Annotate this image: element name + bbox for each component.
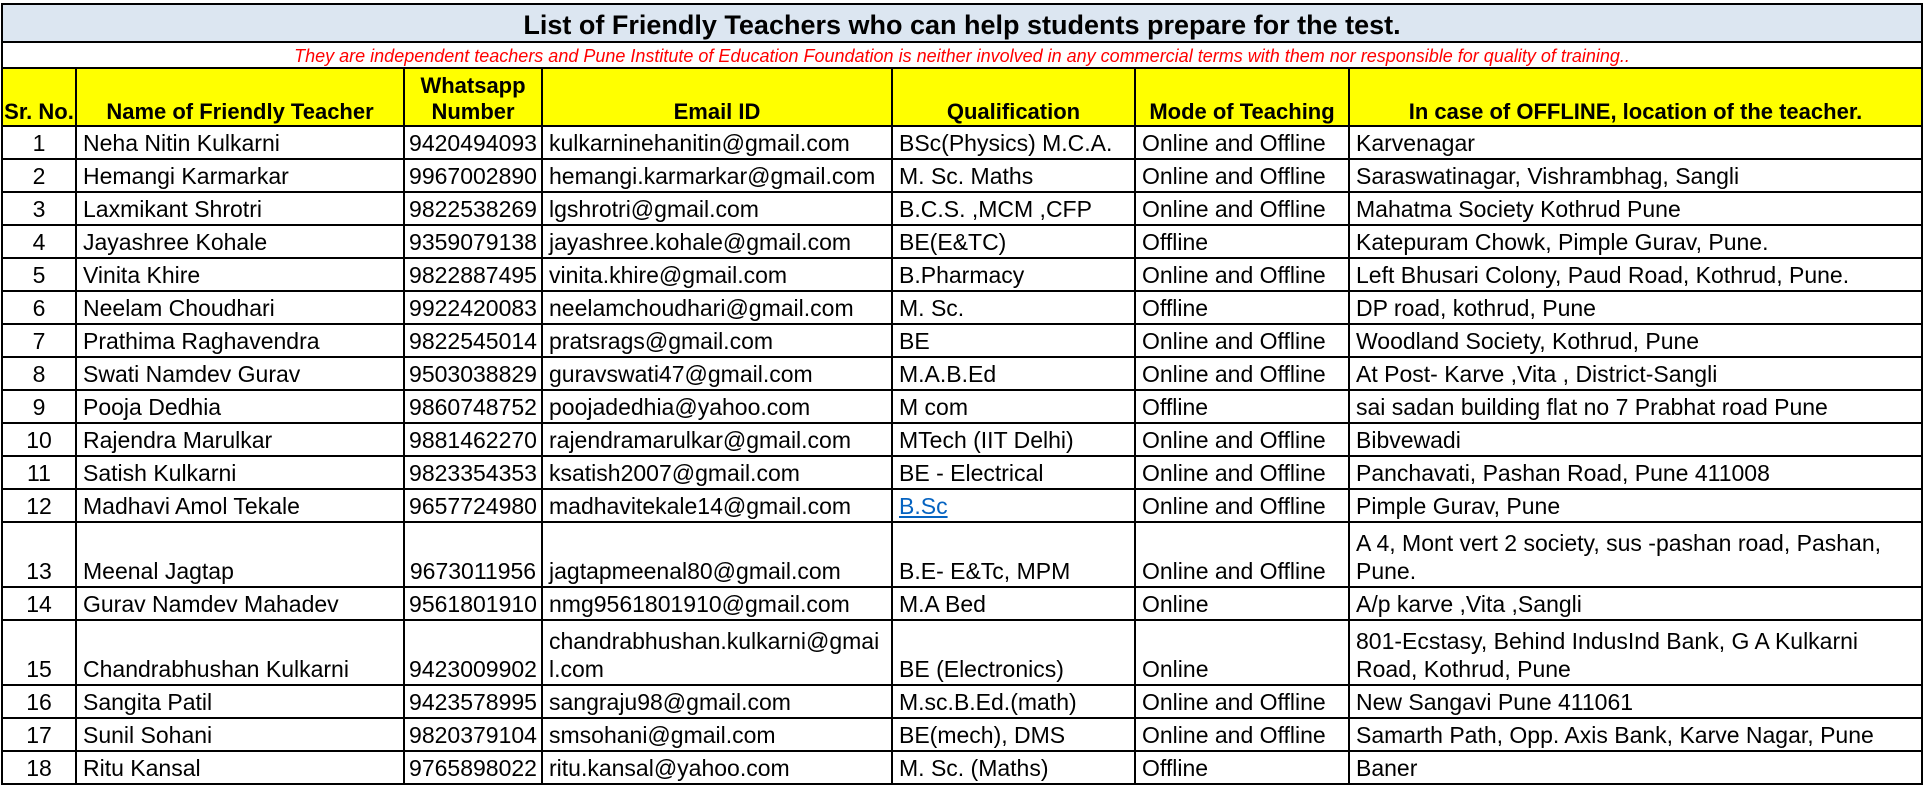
cell-whatsapp: 9881462270 (404, 423, 542, 456)
cell-email: pratsrags@gmail.com (542, 324, 892, 357)
cell-sr: 5 (2, 258, 76, 291)
cell-sr: 6 (2, 291, 76, 324)
cell-name: Swati Namdev Gurav (76, 357, 404, 390)
cell-location: Pimple Gurav, Pune (1349, 489, 1922, 522)
cell-name: Meenal Jagtap (76, 522, 404, 587)
table-row (2, 718, 1922, 751)
cell-email: smsohani@gmail.com (542, 718, 892, 751)
cell-name: Rajendra Marulkar (76, 423, 404, 456)
cell-name: Vinita Khire (76, 258, 404, 291)
table-head (2, 4, 1922, 126)
cell-qualification: BE(E&TC) (892, 225, 1135, 258)
cell-sr: 13 (2, 522, 76, 587)
cell-location: 801-Ecstasy, Behind IndusInd Bank, G A Kulkarni Road, Kothrud, Pune (1349, 620, 1922, 685)
cell-whatsapp: 9673011956 (404, 522, 542, 587)
cell-mode: Offline (1135, 390, 1349, 423)
cell-whatsapp: 9561801910 (404, 587, 542, 620)
cell-email: vinita.khire@gmail.com (542, 258, 892, 291)
cell-sr: 8 (2, 357, 76, 390)
cell-sr: 2 (2, 159, 76, 192)
cell-email: jayashree.kohale@gmail.com (542, 225, 892, 258)
cell-sr: 4 (2, 225, 76, 258)
cell-mode: Online and Offline (1135, 489, 1349, 522)
cell-location: Mahatma Society Kothrud Pune (1349, 192, 1922, 225)
table-row (2, 258, 1922, 291)
cell-sr: 18 (2, 751, 76, 784)
cell-whatsapp: 9822538269 (404, 192, 542, 225)
cell-location: At Post- Karve ,Vita , District-Sangli (1349, 357, 1922, 390)
cell-mode: Online and Offline (1135, 718, 1349, 751)
cell-mode: Online and Offline (1135, 456, 1349, 489)
cell-name: Prathima Raghavendra (76, 324, 404, 357)
cell-mode: Online and Offline (1135, 192, 1349, 225)
cell-email: kulkarninehanitin@gmail.com (542, 126, 892, 159)
cell-email: chandrabhushan.kulkarni@gmail.com (542, 620, 892, 685)
cell-location: Samarth Path, Opp. Axis Bank, Karve Nagar, Pune (1349, 718, 1922, 751)
cell-qualification: BSc(Physics) M.C.A. (892, 126, 1135, 159)
disclaimer-text: They are independent teachers and Pune Institute of Education Foundation is neither involved in any commercial terms with them nor responsible for quality of training.. (2, 42, 1922, 68)
cell-sr: 11 (2, 456, 76, 489)
cell-whatsapp: 9657724980 (404, 489, 542, 522)
cell-mode: Online and Offline (1135, 126, 1349, 159)
cell-qualification: MTech (IIT Delhi) (892, 423, 1135, 456)
cell-qualification: BE (892, 324, 1135, 357)
cell-mode: Offline (1135, 751, 1349, 784)
cell-location: New Sangavi Pune 411061 (1349, 685, 1922, 718)
cell-whatsapp: 9922420083 (404, 291, 542, 324)
cell-sr: 12 (2, 489, 76, 522)
cell-sr: 1 (2, 126, 76, 159)
cell-location: Karvenagar (1349, 126, 1922, 159)
cell-location: Baner (1349, 751, 1922, 784)
cell-whatsapp: 9359079138 (404, 225, 542, 258)
cell-email: jagtapmeenal80@gmail.com (542, 522, 892, 587)
disclaimer-row (2, 42, 1922, 68)
cell-qualification: M. Sc. Maths (892, 159, 1135, 192)
cell-email: ritu.kansal@yahoo.com (542, 751, 892, 784)
table-row (2, 522, 1922, 587)
cell-location: Woodland Society, Kothrud, Pune (1349, 324, 1922, 357)
table-row (2, 489, 1922, 522)
cell-mode: Online and Offline (1135, 357, 1349, 390)
cell-name: Satish Kulkarni (76, 456, 404, 489)
cell-sr: 15 (2, 620, 76, 685)
cell-name: Hemangi Karmarkar (76, 159, 404, 192)
cell-qualification: M. Sc. (892, 291, 1135, 324)
cell-name: Madhavi Amol Tekale (76, 489, 404, 522)
cell-name: Jayashree Kohale (76, 225, 404, 258)
table-row (2, 456, 1922, 489)
cell-name: Pooja Dedhia (76, 390, 404, 423)
cell-qualification: BE (Electronics) (892, 620, 1135, 685)
cell-location: Panchavati, Pashan Road, Pune 411008 (1349, 456, 1922, 489)
cell-whatsapp: 9967002890 (404, 159, 542, 192)
cell-mode: Online and Offline (1135, 685, 1349, 718)
qualification-link[interactable]: B.Sc (899, 493, 948, 519)
cell-sr: 17 (2, 718, 76, 751)
cell-name: Gurav Namdev Mahadev (76, 587, 404, 620)
cell-name: Neha Nitin Kulkarni (76, 126, 404, 159)
cell-sr: 9 (2, 390, 76, 423)
cell-email: madhavitekale14@gmail.com (542, 489, 892, 522)
cell-sr: 14 (2, 587, 76, 620)
cell-email: ksatish2007@gmail.com (542, 456, 892, 489)
cell-location: Left Bhusari Colony, Paud Road, Kothrud, Pune. (1349, 258, 1922, 291)
cell-location: sai sadan building flat no 7 Prabhat road Pune (1349, 390, 1922, 423)
cell-mode: Online (1135, 587, 1349, 620)
cell-whatsapp: 9820379104 (404, 718, 542, 751)
cell-qualification: M. Sc. (Maths) (892, 751, 1135, 784)
cell-qualification: BE(mech), DMS (892, 718, 1135, 751)
cell-location: A 4, Mont vert 2 society, sus -pashan road, Pashan, Pune. (1349, 522, 1922, 587)
cell-email: guravswati47@gmail.com (542, 357, 892, 390)
table-row (2, 390, 1922, 423)
cell-qualification: B.Pharmacy (892, 258, 1135, 291)
cell-whatsapp: 9423009902 (404, 620, 542, 685)
cell-location: A/p karve ,Vita ,Sangli (1349, 587, 1922, 620)
column-header-whatsapp: Whatsapp Number (404, 68, 542, 126)
cell-mode: Online and Offline (1135, 258, 1349, 291)
title-row (2, 4, 1922, 42)
cell-email: sangraju98@gmail.com (542, 685, 892, 718)
table-row (2, 291, 1922, 324)
cell-name: Sangita Patil (76, 685, 404, 718)
cell-qualification: M.sc.B.Ed.(math) (892, 685, 1135, 718)
teachers-table (1, 3, 1923, 785)
cell-mode: Online (1135, 620, 1349, 685)
cell-mode: Online and Offline (1135, 522, 1349, 587)
cell-mode: Online and Offline (1135, 159, 1349, 192)
table-row (2, 423, 1922, 456)
cell-whatsapp: 9822887495 (404, 258, 542, 291)
cell-whatsapp: 9765898022 (404, 751, 542, 784)
cell-name: Chandrabhushan Kulkarni (76, 620, 404, 685)
table-row (2, 357, 1922, 390)
cell-whatsapp: 9822545014 (404, 324, 542, 357)
page-title: List of Friendly Teachers who can help students prepare for the test. (2, 4, 1922, 42)
cell-sr: 16 (2, 685, 76, 718)
cell-email: lgshrotri@gmail.com (542, 192, 892, 225)
table-row (2, 159, 1922, 192)
cell-qualification: M.A Bed (892, 587, 1135, 620)
cell-sr: 7 (2, 324, 76, 357)
cell-qualification: BE - Electrical (892, 456, 1135, 489)
cell-sr: 10 (2, 423, 76, 456)
column-header-name: Name of Friendly Teacher (76, 68, 404, 126)
cell-mode: Offline (1135, 225, 1349, 258)
table-row (2, 225, 1922, 258)
table-row (2, 126, 1922, 159)
cell-whatsapp: 9420494093 (404, 126, 542, 159)
column-header-qualification: Qualification (892, 68, 1135, 126)
cell-location: Saraswatinagar, Vishrambhag, Sangli (1349, 159, 1922, 192)
cell-sr: 3 (2, 192, 76, 225)
cell-email: hemangi.karmarkar@gmail.com (542, 159, 892, 192)
cell-location: Katepuram Chowk, Pimple Gurav, Pune. (1349, 225, 1922, 258)
cell-email: poojadedhia@yahoo.com (542, 390, 892, 423)
cell-whatsapp: 9423578995 (404, 685, 542, 718)
cell-qualification: M com (892, 390, 1135, 423)
table-row (2, 192, 1922, 225)
cell-email: rajendramarulkar@gmail.com (542, 423, 892, 456)
column-header-sr-no: Sr. No. (2, 68, 76, 126)
column-header-row (2, 68, 1922, 126)
cell-whatsapp: 9860748752 (404, 390, 542, 423)
cell-qualification: B.C.S. ,MCM ,CFP (892, 192, 1135, 225)
table-row (2, 587, 1922, 620)
table-row (2, 620, 1922, 685)
cell-whatsapp: 9823354353 (404, 456, 542, 489)
cell-mode: Online and Offline (1135, 423, 1349, 456)
column-header-email: Email ID (542, 68, 892, 126)
table-row (2, 751, 1922, 784)
cell-location: Bibvewadi (1349, 423, 1922, 456)
cell-qualification (892, 489, 1135, 522)
cell-name: Neelam Choudhari (76, 291, 404, 324)
table-row (2, 324, 1922, 357)
teacher-table-body (2, 126, 1922, 784)
cell-email: neelamchoudhari@gmail.com (542, 291, 892, 324)
cell-name: Laxmikant Shrotri (76, 192, 404, 225)
table-row (2, 685, 1922, 718)
cell-qualification: B.E- E&Tc, MPM (892, 522, 1135, 587)
cell-name: Sunil Sohani (76, 718, 404, 751)
cell-name: Ritu Kansal (76, 751, 404, 784)
column-header-mode: Mode of Teaching (1135, 68, 1349, 126)
cell-email: nmg9561801910@gmail.com (542, 587, 892, 620)
cell-mode: Offline (1135, 291, 1349, 324)
cell-location: DP road, kothrud, Pune (1349, 291, 1922, 324)
cell-whatsapp: 9503038829 (404, 357, 542, 390)
cell-qualification: M.A.B.Ed (892, 357, 1135, 390)
column-header-location: In case of OFFLINE, location of the teacher. (1349, 68, 1922, 126)
cell-mode: Online and Offline (1135, 324, 1349, 357)
